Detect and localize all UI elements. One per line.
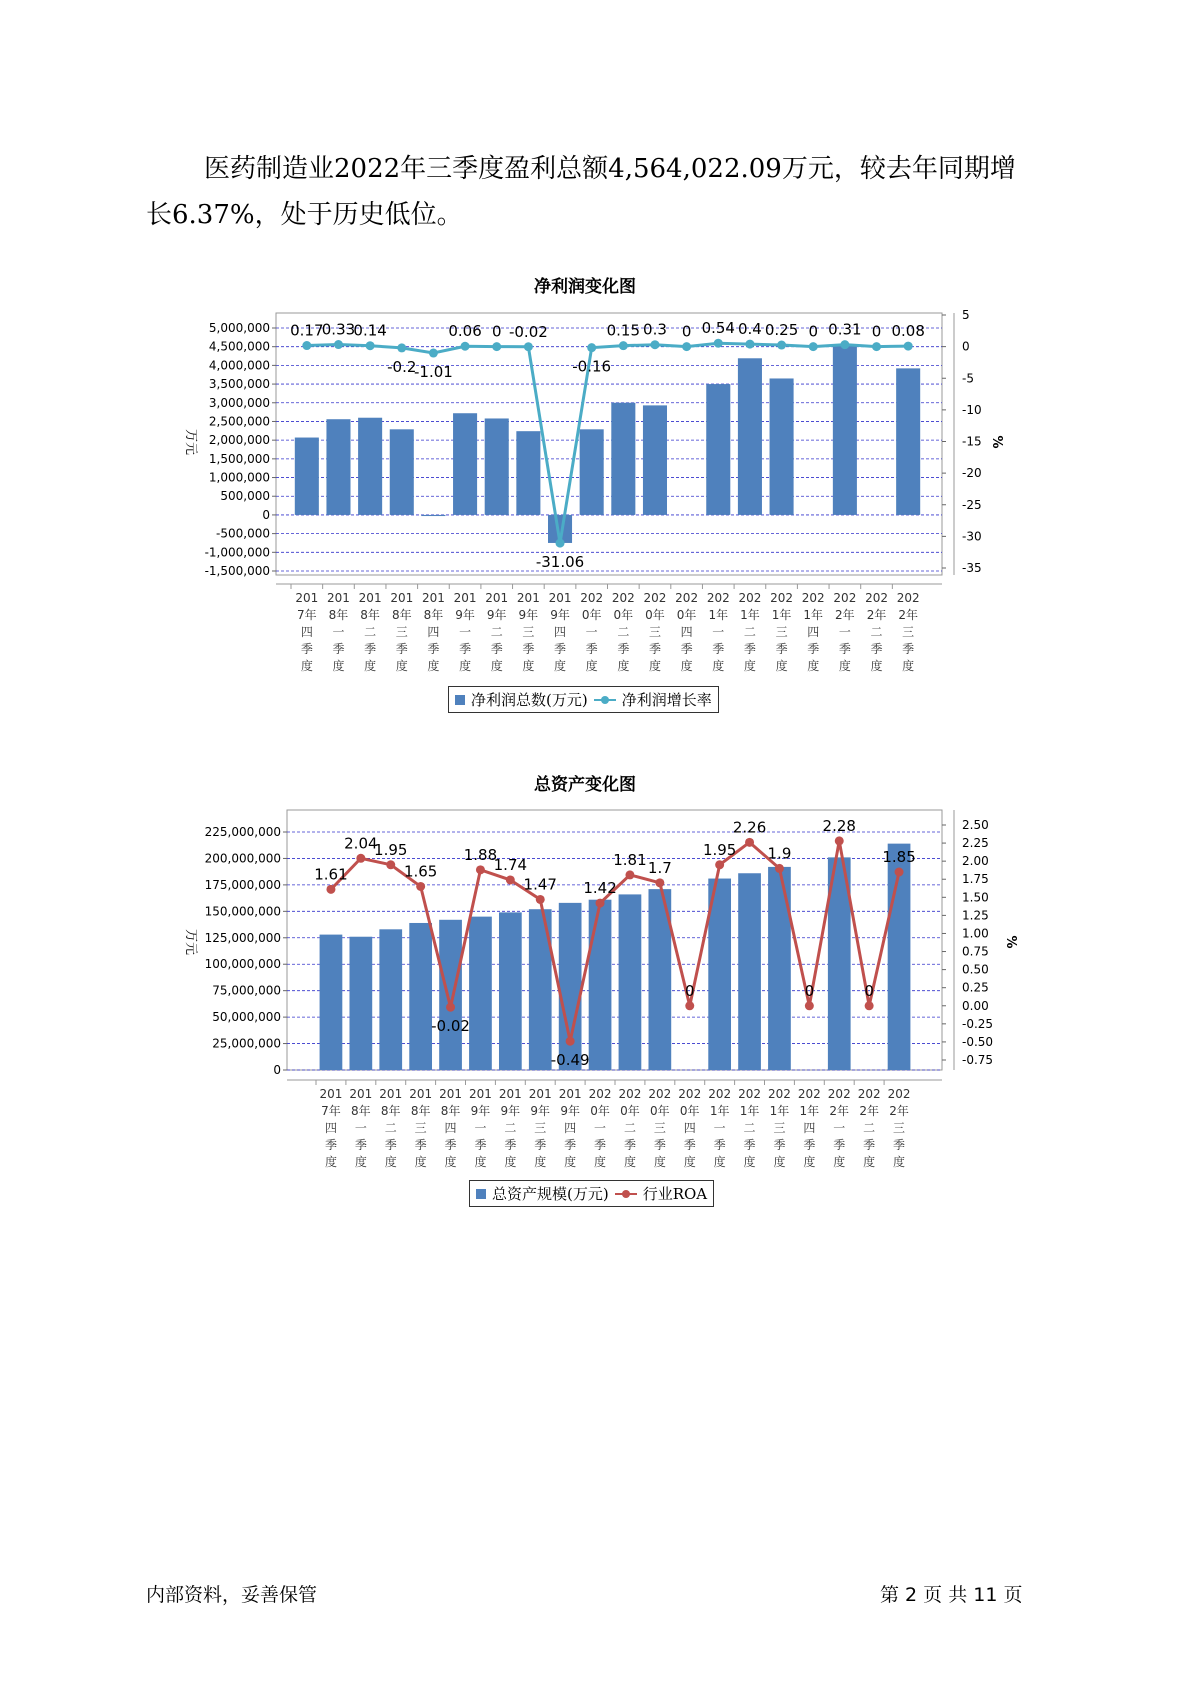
chart1-y-tick-label: -1,500,000 — [204, 564, 270, 578]
chart2-bar — [768, 867, 791, 1070]
chart2-point-label: 1.88 — [463, 845, 498, 864]
chart1-y2-tick-label: -10 — [962, 402, 982, 417]
chart2-line-point — [476, 865, 485, 874]
chart2-legend-bar-swatch — [476, 1189, 486, 1199]
chart2-point-label: 2.28 — [822, 816, 856, 835]
chart2-y2-axis-label: % — [1003, 935, 1018, 949]
chart2-line-point — [326, 885, 335, 894]
chart2-y-tick-label: 125,000,000 — [204, 930, 281, 945]
footer-note: 内部资料，妥善保管 — [146, 1584, 318, 1606]
chart1-x-tick-label: 201 8年三季度 — [390, 591, 414, 673]
chart2-point-label: 1.42 — [583, 879, 617, 898]
chart2-line-point — [566, 1037, 575, 1046]
chart1-point-label: -0.16 — [572, 357, 612, 376]
chart1-y2-tick-label: -30 — [962, 529, 982, 544]
chart1-y-tick-label: 2,000,000 — [208, 433, 270, 448]
chart2-bar — [379, 929, 402, 1070]
chart2-y-tick-label: 0 — [273, 1063, 281, 1077]
chart1-x-tick-label: 202 0年一季度 — [580, 591, 604, 673]
chart1-y-tick-label: -1,000,000 — [204, 545, 270, 560]
chart2-x-tick-label: 201 8年二季度 — [379, 1087, 403, 1169]
chart2-x-tick-label: 201 9年二季度 — [498, 1087, 522, 1169]
chart1-point-label: 0.25 — [764, 321, 799, 340]
chart2-point-label: 1.74 — [493, 855, 528, 874]
chart2-bar — [469, 917, 492, 1070]
chart1-y-tick-label: 3,000,000 — [208, 395, 270, 410]
chart2-x-tick-label: 201 9年三季度 — [528, 1087, 552, 1169]
chart1-point-label: 0.14 — [353, 321, 387, 340]
chart2-y-tick-label: 150,000,000 — [204, 904, 281, 919]
chart2-x-tick-label: 202 2年二季度 — [857, 1087, 881, 1169]
chart2-point-label: -0.02 — [431, 1017, 470, 1036]
chart2-x-tick-label: 201 9年一季度 — [468, 1087, 492, 1169]
chart1-y2-tick-label: 5 — [962, 308, 970, 322]
chart2-line-point — [745, 838, 754, 847]
chart1-legend-bar-label: 净利润总数(万元) — [471, 691, 588, 709]
chart2-x-tick-label: 202 0年四季度 — [678, 1087, 702, 1169]
chart1-y2-tick-label: -20 — [962, 466, 982, 481]
chart1-x-tick-label: 201 9年三季度 — [516, 591, 540, 673]
chart2-y2-tick-label: 2.00 — [962, 854, 989, 869]
chart2-point-label: 1.65 — [403, 862, 438, 881]
chart2-point-label: 0 — [804, 981, 815, 1000]
chart1-x-tick-label: 202 2年二季度 — [865, 591, 888, 673]
chart2-legend — [469, 1180, 714, 1207]
chart2-line-point — [685, 1001, 694, 1010]
chart1-x-tick-label: 202 0年三季度 — [643, 591, 667, 673]
chart1-y2-tick-label: -25 — [962, 497, 982, 512]
chart2-legend-line-label: 行业ROA — [642, 1185, 708, 1203]
chart1-x-tick-label: 201 8年一季度 — [327, 591, 350, 673]
chart1-y-tick-label: -500,000 — [216, 526, 270, 541]
chart2-x-tick-label: 202 1年四季度 — [797, 1087, 821, 1169]
chart2-point-label: 2.04 — [344, 834, 378, 853]
chart2-line-point — [356, 854, 365, 863]
chart2-y2-tick-label: -0.50 — [962, 1034, 994, 1049]
chart1-y2-tick-label: 0 — [962, 339, 970, 354]
chart2-y2-tick-label: 2.25 — [962, 836, 989, 851]
chart2-y-tick-label: 50,000,000 — [212, 1010, 281, 1025]
chart1-y2-tick-label: -35 — [962, 561, 982, 575]
chart2-bar — [320, 935, 343, 1070]
chart2-x-tick-label: 202 2年一季度 — [827, 1087, 851, 1169]
chart2-y2-tick-label: 1.25 — [962, 908, 989, 923]
chart2-y2-tick-label: -0.75 — [962, 1053, 994, 1067]
chart2-x-tick-label: 202 1年二季度 — [738, 1087, 762, 1169]
chart2-point-label: 1.9 — [767, 844, 792, 863]
chart1-y-tick-label: 3,500,000 — [208, 377, 270, 392]
chart1-point-label: -31.06 — [535, 553, 585, 572]
chart2-line-point — [416, 882, 425, 891]
chart2-x-tick-label: 202 0年二季度 — [618, 1087, 642, 1169]
chart1-x-tick-label: 202 1年三季度 — [770, 591, 794, 673]
chart2-bar — [738, 873, 761, 1070]
chart2-line-point — [805, 1001, 814, 1010]
chart1-point-label: 0 — [681, 322, 692, 341]
chart2-line-point — [655, 878, 664, 887]
chart1-point-label: 0.3 — [643, 320, 667, 339]
chart1-x-tick-label: 202 2年一季度 — [833, 591, 857, 673]
chart1-point-label: -0.2 — [387, 357, 417, 376]
chart1-point-label: 0 — [871, 322, 882, 341]
chart2-y2-tick-label: 0.00 — [962, 998, 989, 1013]
chart2-x-tick-label: 201 8年一季度 — [349, 1087, 373, 1169]
chart2-x-tick-label: 201 8年三季度 — [409, 1087, 433, 1169]
chart1-y-tick-label: 500,000 — [220, 489, 270, 504]
chart2-y-tick-label: 175,000,000 — [204, 877, 281, 892]
chart2-point-label: 1.7 — [647, 858, 672, 877]
chart2-point-label: 1.61 — [314, 865, 348, 884]
chart2-y-tick-label: 25,000,000 — [212, 1036, 281, 1051]
chart2-line-point — [895, 868, 904, 877]
chart2-x-tick-label: 201 9年四季度 — [558, 1087, 582, 1169]
chart2-y2-tick-label: 1.75 — [962, 872, 989, 887]
chart2-line-point — [625, 870, 634, 879]
chart1-y-tick-label: 5,000,000 — [208, 321, 270, 335]
chart2-point-label: 1.81 — [613, 850, 647, 869]
chart2-line-point — [775, 864, 784, 873]
chart2-line-point — [715, 860, 724, 869]
page-number: 第 2 页 共 11 页 — [880, 1584, 1023, 1606]
chart1-x-tick-label: 201 8年二季度 — [358, 591, 382, 673]
paragraph-line-1: 医药制造业2022年三季度盈利总额4,564,022.09万元，较去年同期增 — [204, 154, 1016, 184]
chart1-y-tick-label: 4,500,000 — [208, 339, 270, 354]
chart2-point-label: 1.95 — [702, 840, 737, 859]
chart2-line-point — [506, 875, 515, 884]
chart1-y-tick-label: 2,500,000 — [208, 414, 270, 429]
chart1-point-label: 0.4 — [737, 320, 762, 339]
chart2-bar — [619, 894, 642, 1070]
chart1-y-tick-label: 0 — [262, 507, 270, 522]
chart1-y-tick-label: 1,500,000 — [208, 451, 270, 466]
chart2-bar — [589, 900, 612, 1070]
chart2-x-tick-label: 202 0年三季度 — [648, 1087, 672, 1169]
chart1-x-tick-label: 202 1年一季度 — [706, 591, 730, 673]
chart1-x-tick-label: 201 9年一季度 — [453, 591, 477, 673]
chart1-x-tick-label: 202 1年二季度 — [738, 591, 762, 673]
chart1-x-tick-label: 201 9年四季度 — [548, 591, 572, 673]
chart2-line-point — [536, 895, 545, 904]
chart1-point-label: -0.02 — [508, 322, 548, 341]
chart2-y-axis-label: 万元 — [183, 928, 198, 956]
chart2-x-tick-label: 202 1年一季度 — [708, 1087, 732, 1169]
chart2-y2-tick-label: 1.50 — [962, 890, 989, 905]
chart1-y2-tick-label: -15 — [962, 434, 982, 449]
chart2-bar — [409, 923, 432, 1070]
chart1-x-tick-label: 202 2年三季度 — [896, 591, 920, 673]
chart2-point-label: 0 — [864, 981, 874, 1000]
chart1-y2-tick-label: -5 — [962, 371, 974, 386]
chart2-point-label: -0.49 — [550, 1051, 590, 1070]
chart1-point-label: 0.54 — [701, 319, 735, 338]
chart2-bar — [499, 912, 522, 1070]
chart1-y-tick-label: 4,000,000 — [208, 358, 270, 373]
chart2-x-tick-label: 202 2年三季度 — [887, 1087, 911, 1169]
chart2-bar — [349, 937, 372, 1070]
chart2-point-label: 1.95 — [374, 840, 408, 859]
chart2-point-label: 1.85 — [882, 848, 916, 866]
chart2-line-point — [386, 860, 395, 869]
chart2-x-tick-label: 202 0年一季度 — [588, 1087, 612, 1169]
chart1-y-tick-label: 1,000,000 — [208, 470, 270, 485]
chart2-line-point — [596, 899, 605, 908]
chart2-legend-bar-label: 总资产规模(万元) — [492, 1185, 609, 1203]
chart1-x-tick-label: 202 1年四季度 — [801, 591, 825, 673]
paragraph-line-2: 长6.37%，处于历史低位。 — [146, 200, 463, 230]
chart1-x-tick-label: 201 7年四季度 — [295, 591, 319, 673]
chart2-title: 总资产变化图 — [534, 775, 636, 795]
chart1-point-label: 0 — [491, 322, 502, 341]
chart1-y-axis-label: 万元 — [183, 428, 198, 456]
chart1-x-tick-label: 202 0年二季度 — [611, 591, 635, 673]
chart2-x-tick-label: 202 1年三季度 — [767, 1087, 791, 1169]
chart2-y2-tick-label: 2.50 — [962, 818, 989, 832]
chart1-legend-line-label: 净利润增长率 — [621, 691, 712, 709]
chart2-y2-tick-label: 0.25 — [962, 980, 989, 995]
chart2-y2-tick-label: 0.50 — [962, 962, 989, 977]
chart2-line-point — [835, 836, 844, 845]
chart2-x-tick-label: 201 8年四季度 — [439, 1087, 463, 1169]
chart2-y2-tick-label: 1.00 — [962, 926, 989, 941]
chart1-x-tick-label: 202 0年四季度 — [675, 591, 699, 673]
chart1-point-label: 0.06 — [448, 322, 482, 341]
chart1-point-label: 0.33 — [321, 320, 356, 339]
chart1-point-label: 0 — [808, 322, 818, 341]
chart1-point-label: -1.01 — [414, 363, 453, 382]
chart1-x-tick-label: 201 9年二季度 — [485, 591, 509, 673]
chart1-point-label: 0.17 — [290, 321, 324, 340]
chart2-point-label: 1.47 — [523, 875, 557, 894]
chart1-title: 净利润变化图 — [534, 277, 636, 297]
chart1-y2-axis-label: % — [989, 435, 1004, 449]
chart2-y2-tick-label: 0.75 — [962, 944, 989, 959]
chart2-y-tick-label: 225,000,000 — [204, 825, 281, 839]
chart2-line-point — [446, 1003, 455, 1012]
chart2-y2-tick-label: -0.25 — [962, 1016, 994, 1031]
chart2-y-tick-label: 200,000,000 — [204, 851, 281, 866]
chart1-point-label: 0.15 — [606, 321, 641, 340]
chart2-legend-line-swatch — [615, 1189, 637, 1199]
chart2-point-label: 2.26 — [732, 818, 767, 837]
chart2-x-tick-label: 201 7年四季度 — [319, 1087, 343, 1169]
chart2-bar — [439, 920, 462, 1070]
chart1-point-label: 0.31 — [828, 320, 862, 339]
chart1-x-tick-label: 201 8年四季度 — [421, 591, 445, 673]
chart2-point-label: 0 — [684, 981, 695, 1000]
chart1-point-label: 0.08 — [891, 322, 925, 341]
chart2-line-point — [865, 1001, 874, 1010]
chart2-y-tick-label: 75,000,000 — [212, 983, 281, 998]
chart2-y-tick-label: 100,000,000 — [204, 957, 281, 972]
